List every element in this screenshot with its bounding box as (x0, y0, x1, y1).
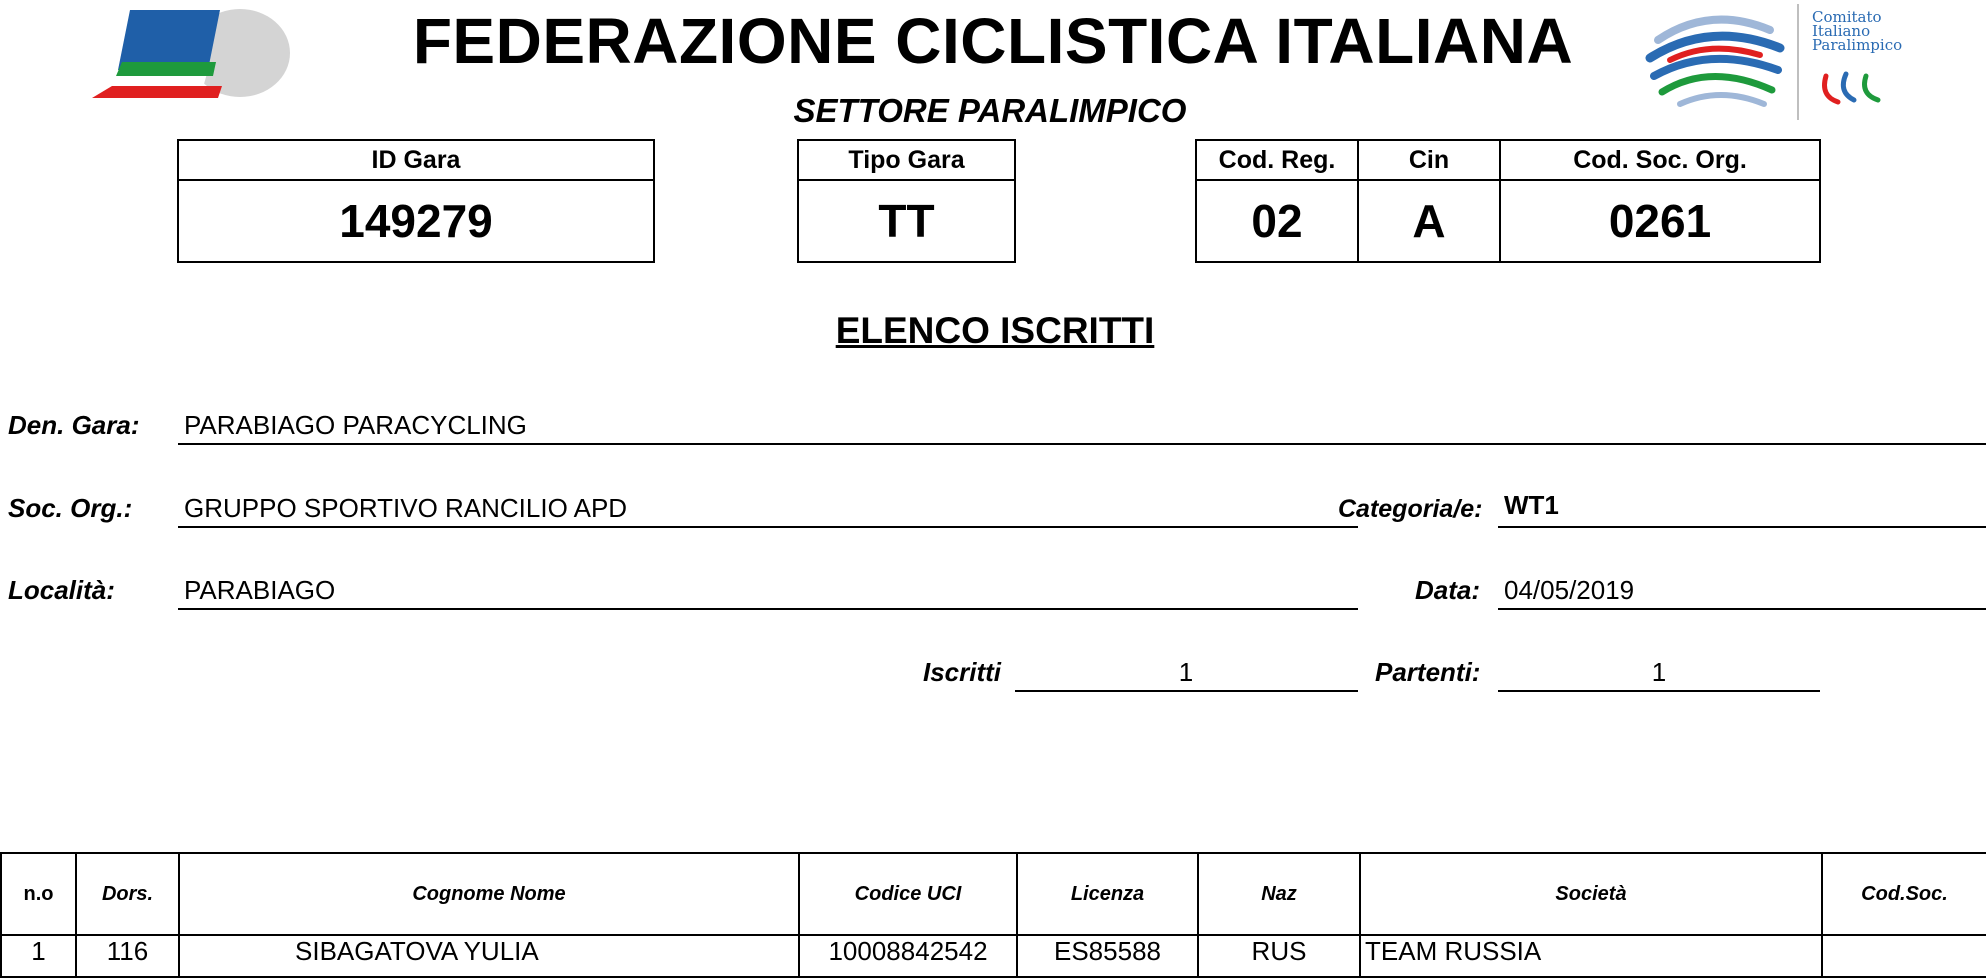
col-header-licenza: Licenza (1017, 853, 1198, 935)
soc-org-value: GRUPPO SPORTIVO RANCILIO APD (184, 493, 628, 523)
cip-logo-text: Comitato Italiano Paralimpico (1812, 8, 1903, 54)
cip-divider (1797, 4, 1799, 120)
iscritti-underline (1015, 690, 1358, 692)
page-title: FEDERAZIONE CICLISTICA ITALIANA (412, 5, 1574, 77)
cell-uci: 10008842542 (799, 935, 1017, 977)
data-underline (1498, 608, 1986, 610)
den-gara-value: PARABIAGO PARACYCLING (184, 410, 527, 440)
cip-swirl-icon (1640, 0, 1790, 120)
cin-value: A (1358, 180, 1500, 262)
categoria-value: WT1 (1504, 490, 1559, 520)
race-type-label: Tipo Gara (798, 140, 1015, 180)
cin-label: Cin (1358, 140, 1500, 180)
cell-cod-soc (1822, 935, 1986, 977)
col-header-dors: Dors. (76, 853, 179, 935)
cell-societa: TEAM RUSSIA (1360, 935, 1822, 977)
agitos-icon (1818, 66, 1888, 110)
page-subtitle: SETTORE PARALIMPICO (793, 92, 1187, 129)
col-header-cod-soc: Cod.Soc. (1822, 853, 1986, 935)
categoria-underline (1498, 526, 1986, 528)
soc-org-underline (178, 526, 1358, 528)
codes-box (1195, 139, 1821, 263)
cell-name: SIBAGATOVA YULIA (179, 935, 799, 977)
localita-underline (178, 608, 1358, 610)
localita-label: Località: (8, 575, 115, 605)
partenti-label: Partenti: (1375, 657, 1481, 687)
soc-org-label: Soc. Org.: (8, 493, 133, 523)
cell-licenza: ES85588 (1017, 935, 1198, 977)
table-header-row (1, 853, 1986, 935)
cell-dors: 116 (76, 935, 179, 977)
iscritti-label: Iscritti (923, 657, 1002, 687)
cod-soc-org-label: Cod. Soc. Org. (1500, 140, 1820, 180)
col-header-no: n.o (1, 853, 76, 935)
race-id-label: ID Gara (178, 140, 654, 180)
entrants-table (0, 852, 1986, 978)
cell-n: 1 (1, 935, 76, 977)
fci-logo (92, 6, 292, 102)
race-id-value: 149279 (178, 180, 654, 262)
data-label: Data: (1415, 575, 1481, 605)
race-type-value: TT (798, 180, 1015, 262)
data-value: 04/05/2019 (1504, 575, 1635, 605)
den-gara-label: Den. Gara: (8, 410, 140, 440)
col-header-uci: Codice UCI (799, 853, 1017, 935)
den-gara-underline (178, 443, 1986, 445)
localita-value: PARABIAGO (184, 575, 336, 605)
cod-reg-label: Cod. Reg. (1196, 140, 1358, 180)
categoria-label: Categoria/e: (1338, 495, 1483, 523)
section-title: ELENCO ISCRITTI (835, 310, 1155, 351)
col-header-name: Cognome Nome (179, 853, 799, 935)
cell-naz: RUS (1198, 935, 1360, 977)
race-id-box (177, 139, 655, 263)
partenti-underline (1498, 690, 1820, 692)
iscritti-value: 1 (1178, 657, 1194, 687)
col-header-naz: Naz (1198, 853, 1360, 935)
race-type-box (797, 139, 1016, 263)
partenti-value: 1 (1651, 657, 1667, 687)
cod-reg-value: 02 (1196, 180, 1358, 262)
table-row (1, 935, 1986, 977)
cip-logo (1640, 0, 1925, 125)
cod-soc-org-value: 0261 (1500, 180, 1820, 262)
col-header-societa: Società (1360, 853, 1822, 935)
